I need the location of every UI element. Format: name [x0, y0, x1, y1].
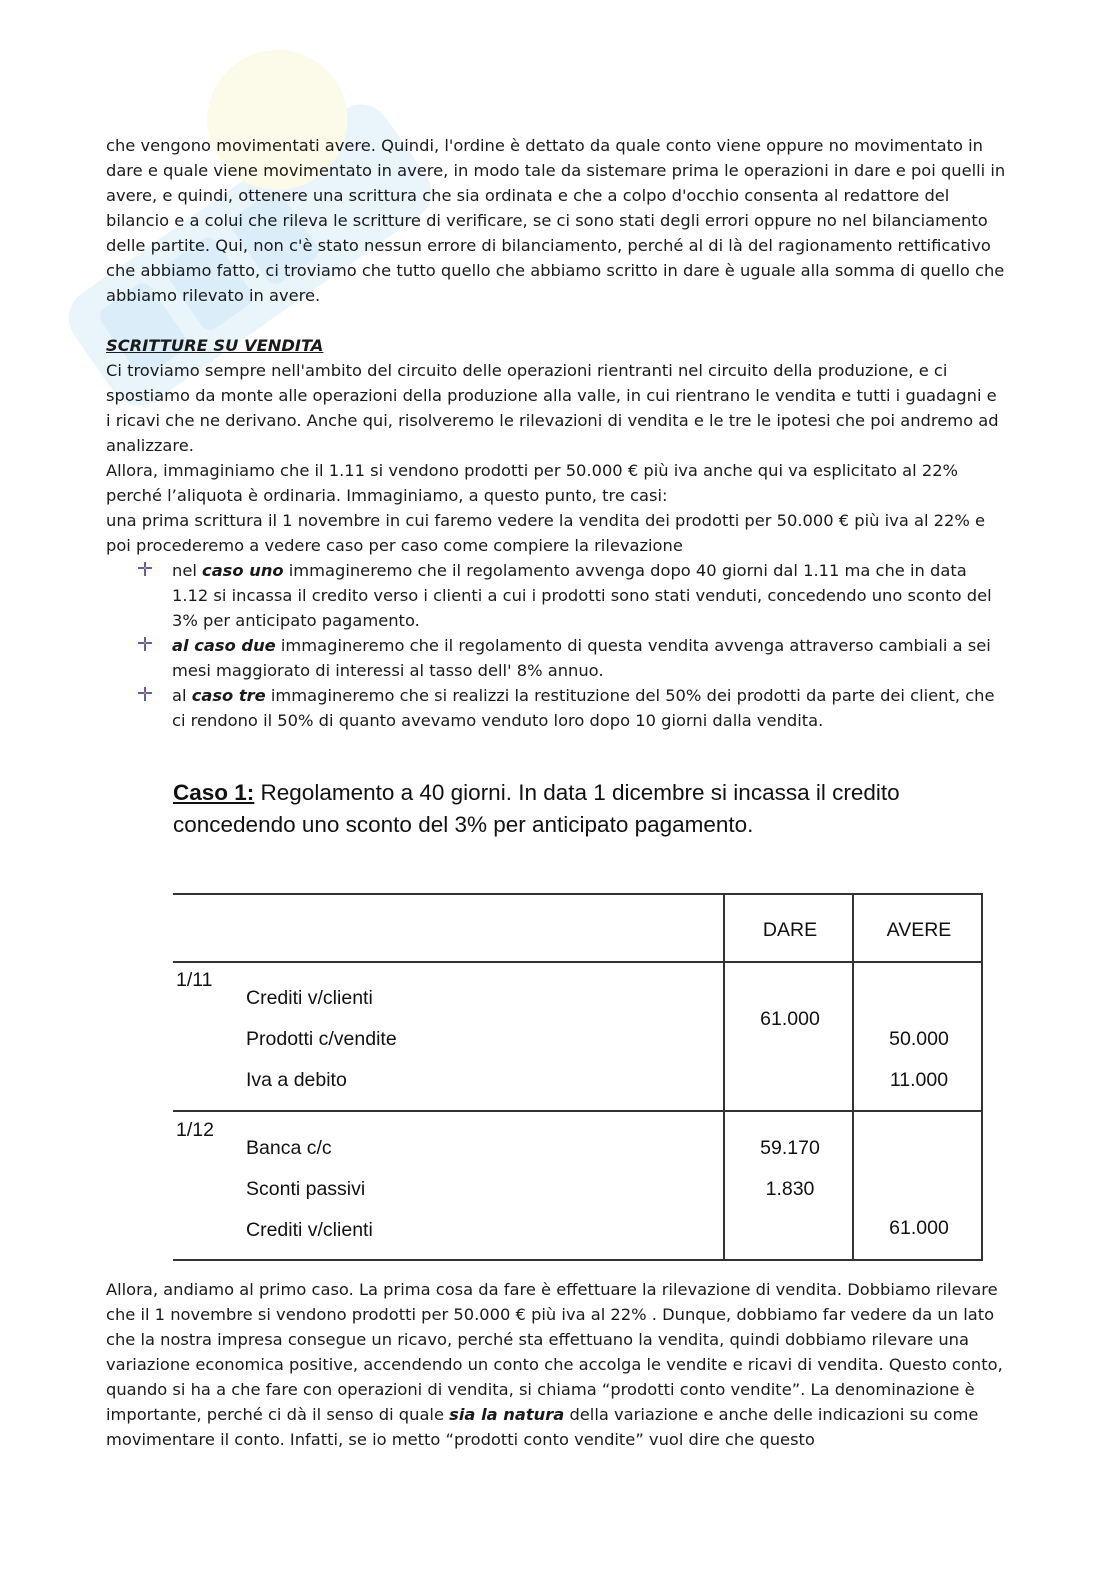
table-rule-bottom: [173, 1259, 983, 1261]
bullet-pre: al: [172, 686, 192, 705]
table-title-lead: Caso 1:: [173, 780, 255, 805]
entry1-account-3: Iva a debito: [246, 1069, 347, 1091]
tail-pre: Allora, andiamo al primo caso. La prima cosa da fare è effettuare la rilevazione di vendita. Dobbiamo rilevare che il 1 novembre si vendono prodotti per 50.000 € più iva al 22% . Dunque, dobbiamo far vedere da un lato che la nostra impresa consegue un ricavo, perché sta effettuano la vendita, quindi dobbiamo rilevare una variazione economica positive, accendendo un conto che accolga le vendite e ricavi di vendita. Questo conto, quando si ha a che fare con operazioni di vendita, si chiama “prodotti conto vendite”. La denominazione è importante, perché ci dà il senso di quale: [106, 1280, 1003, 1424]
intro-paragraph: che vengono movimentati avere. Quindi, l'ordine è dettato da quale conto viene oppure no movimentato in dare e quale viene movimentato in avere, in modo tale da sistemare prima le operazioni in dare e poi quelli in avere, e quindi, ottenere una scrittura che sia ordinata e che a colpo d'occhio consenta al redattore del bilancio e a colui che rileva le scritture di verificare, se ci sono stati degli errori oppure no nel bilanciamento delle partite. Qui, non c'è stato nessun errore di bilanciamento, perché al di là del ragionamento rettificativo che abbiamo fatto, ci troviamo che tutto quello che abbiamo scritto in dare è uguale alla somma di quello che abbiamo rilevato in avere.: [106, 136, 1006, 305]
arrow-bullet-icon: [138, 637, 152, 651]
entry2-avere-3: 61.000: [889, 1217, 949, 1239]
header-avere: AVERE: [886, 919, 952, 941]
tail-emphasis: sia la natura: [449, 1405, 565, 1424]
arrow-bullet-icon: [138, 687, 152, 701]
bullet-pre: nel: [172, 561, 203, 580]
section-title: SCRITTURE SU VENDITA: [106, 336, 324, 355]
table-rule-col1: [723, 893, 725, 1260]
section-paragraph-1: Ci troviamo sempre nell'ambito del circuito delle operazioni rientranti nel circuito della produzione, e ci spostiamo da monte alle operazioni della produzione alla valle, in cui rientrano le vendita e tutti i guadagni e i ricavi che ne derivano. Anche qui, risolveremo le rilevazioni di vendita e le tre le ipotesi che poi andremo ad analizzare.: [106, 361, 999, 455]
entry2-dare-2: 1.830: [765, 1178, 815, 1200]
bullet-emphasis: caso uno: [202, 561, 284, 580]
tail-post: della variazione e anche delle indicazioni su come movimentare il conto. Infatti, se io metto “prodotti conto vendite” vuol dire che questo: [106, 1405, 979, 1449]
section-paragraph-2: Allora, immaginiamo che il 1.11 si vendono prodotti per 50.000 € più iva anche qui va esplicitato al 22% perché l’aliquota è ordinaria. Immaginiamo, a questo punto, tre casi:: [106, 461, 959, 505]
bullet-post: immagineremo che il regolamento avvenga dopo 40 giorni dal 1.11 ma che in data 1.12 si incassa il credito verso i clienti a cui i prodotti sono stati venduti, concedendo uno sconto del 3% per anticipato pagamento.: [172, 561, 992, 630]
entry1-avere-2: 50.000: [889, 1028, 949, 1050]
entry1-account-1: Crediti v/clienti: [246, 987, 373, 1009]
entry1-avere-3: 11.000: [889, 1069, 949, 1091]
table-rule-col2: [852, 893, 854, 1260]
table-title-text: Regolamento a 40 giorni. In data 1 dicembre si incassa il credito concedendo uno sconto del 3% per anticipato pagamento.: [173, 780, 900, 837]
table-title: [173, 777, 1003, 841]
list-item: [172, 558, 1006, 633]
section-paragraph-3: una prima scrittura il 1 novembre in cui faremo vedere la vendita dei prodotti per 50.000 € più iva al 22% e poi procederemo a vedere caso per caso come compiere la rilevazione: [106, 511, 986, 555]
header-dare: DARE: [762, 919, 818, 941]
entry1-account-2: Prodotti c/vendite: [246, 1028, 397, 1050]
cases-list: [106, 558, 1006, 733]
entry1-dare-1: 61.000: [760, 1008, 820, 1030]
entry2-dare-1: 59.170: [760, 1137, 820, 1159]
journal-table: [173, 893, 983, 1260]
arrow-bullet-icon: [138, 562, 152, 576]
table-rule-top: [173, 893, 983, 895]
entry2-account-1: Banca c/c: [246, 1137, 332, 1159]
list-item: [172, 633, 1006, 683]
bullet-post: immagineremo che il regolamento di questa vendita avvenga attraverso cambiali a sei mesi maggiorato di interessi al tasso dell' 8% annuo.: [172, 636, 991, 680]
bullet-emphasis: caso tre: [191, 686, 266, 705]
tail-paragraph: [106, 1277, 1006, 1452]
entry1-date: 1/11: [176, 969, 213, 991]
bullet-post: immagineremo che si realizzi la restituzione del 50% dei prodotti da parte dei client, che ci rendono il 50% di quanto avevamo venduto loro dopo 10 giorni dalla vendita.: [172, 686, 995, 730]
table-rule-middle: [173, 1110, 983, 1112]
entry2-account-2: Sconti passivi: [246, 1178, 366, 1200]
entry2-date: 1/12: [176, 1119, 214, 1141]
list-item: [172, 683, 1006, 733]
bullet-emphasis: al caso due: [172, 636, 276, 655]
document-body: [106, 133, 1006, 733]
entry2-account-3: Crediti v/clienti: [246, 1219, 373, 1241]
table-rule-header: [173, 961, 983, 963]
